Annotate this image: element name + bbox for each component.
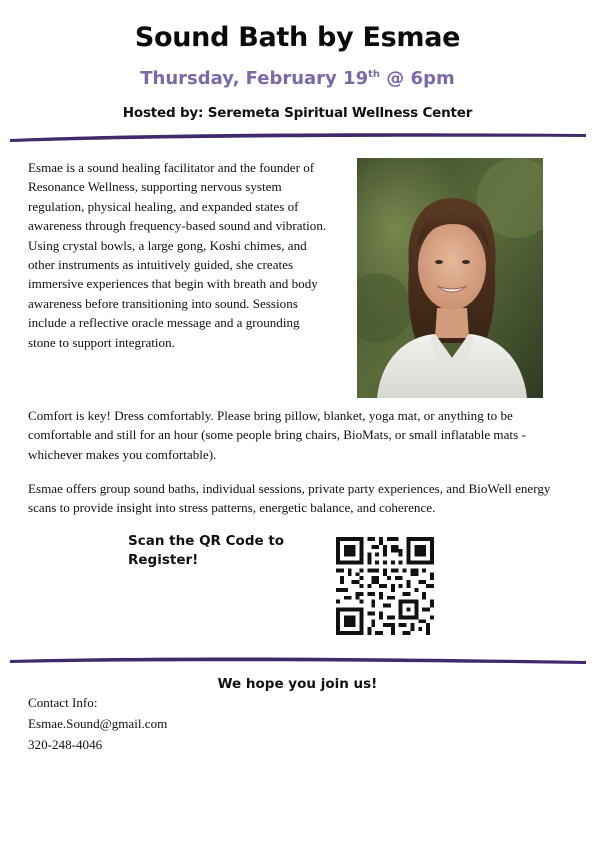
comfort-paragraph: Comfort is key! Dress comfortably. Please bring pillow, blanket, yoga mat, or anything to be comfortable and still for an hour (some people bring chairs, BioMats, or small inflatable mats - whichever makes you comfortable).: [28, 408, 526, 462]
contact-block: [28, 692, 167, 755]
date-ordinal-suffix: th: [368, 69, 381, 80]
offers-paragraph: Esmae offers group sound baths, individual sessions, private party experiences, and BioWell energy scans to provide insight into stress patterns, energetic balance, and coherence.: [28, 481, 551, 516]
bio-paragraph: Esmae is a sound healing facilitator and the founder of Resonance Wellness, supporting nervous system regulation, physical healing, and expanded states of awareness through frequency-based sound and vibration. Using crystal bowls, a large gong, Koshi chimes, and other instruments as intuitively guided, she creates immersive experiences that begin with breath and body awareness before transitioning into sound. Sessions include a reflective oracle message and a grounding stone to support integration.: [28, 160, 327, 350]
closing-message: We hope you join us!: [217, 676, 378, 692]
scan-qr-label: [128, 532, 318, 570]
contact-phone[interactable]: 320-248-4046: [28, 737, 103, 752]
event-date-time: [0, 68, 595, 89]
event-time: @ 6pm: [380, 68, 455, 89]
host-line: Hosted by: Seremeta Spiritual Wellness Center: [122, 105, 473, 121]
registration-qr-code[interactable]: [336, 537, 434, 635]
scan-qr-label-line2: Register!: [128, 552, 199, 568]
scan-qr-label-line1: Scan the QR Code to: [128, 533, 285, 549]
contact-heading: Contact Info:: [28, 695, 98, 710]
top-divider: [8, 130, 588, 144]
contact-email[interactable]: Esmae.Sound@gmail.com: [28, 716, 168, 731]
event-title: Sound Bath by Esmae: [134, 22, 461, 53]
event-date: Thursday, February 19: [140, 68, 369, 89]
esmae-portrait-photo: [357, 158, 543, 398]
bottom-divider: [8, 654, 588, 668]
